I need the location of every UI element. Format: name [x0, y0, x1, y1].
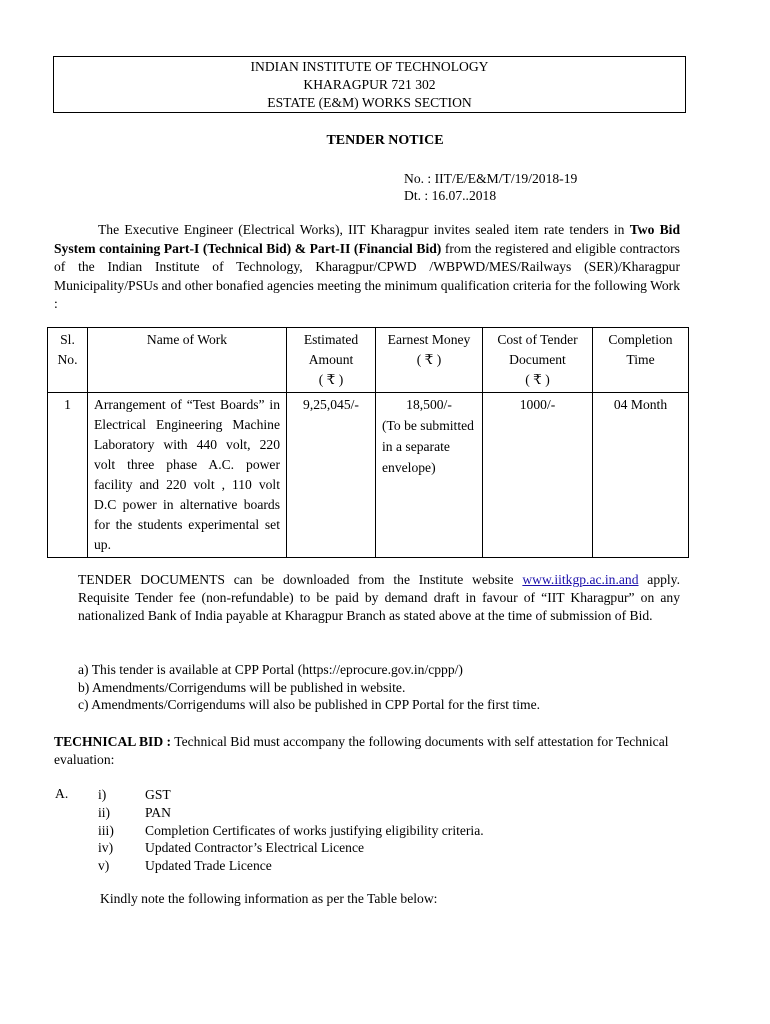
institute-address: KHARAGPUR 721 302 [303, 77, 436, 92]
list-item: v) Updated Trade Licence [98, 858, 272, 874]
note-item: a) This tender is available at CPP Portal (https://eprocure.gov.in/cppp/) [78, 662, 463, 677]
section-name: ESTATE (E&M) WORKS SECTION [267, 95, 472, 110]
website-link[interactable]: www.iitkgp.ac.in.and [522, 572, 639, 587]
earnest-note: (To be submitted in a separate envelope) [382, 418, 474, 475]
kindly-note: Kindly note the following information as per the Table below: [100, 891, 438, 906]
reference-date: Dt. : 16.07..2018 [404, 188, 497, 203]
requirements-list [98, 786, 484, 875]
reference-number: No. : IIT/E/E&M/T/19/2018-19 [404, 171, 578, 186]
cell-sl: 1 [48, 393, 88, 558]
header-name: Name of Work [88, 328, 287, 393]
list-item: iii) Completion Certificates of works justifying eligibility criteria. [98, 822, 484, 838]
intro-paragraph [54, 221, 680, 314]
documents-text-1: TENDER DOCUMENTS can be downloaded from the Institute website [78, 572, 523, 587]
notes-list [78, 661, 540, 714]
note-item: c) Amendments/Corrigendums will also be published in CPP Portal for the first time. [78, 697, 541, 713]
documents-text-2: apply. Requisite Tender fee (non-refundable) to be paid by demand draft in favour of “IIT Kharagpur” on any nationalized Bank of India payable at Kharagpur Branch as stated above at the time of submission of Bid. [78, 572, 680, 623]
earnest-amount: 18,500/- [406, 397, 452, 412]
institute-header [53, 56, 686, 113]
header-cost: Cost of Tender Document ( ₹ ) [483, 328, 593, 393]
works-table [47, 327, 689, 558]
cell-work-name: Arrangement of “Test Boards” in Electrical Engineering Machine Laboratory with 440 volt, 220 volt three phase A.C. power facility and 220 volt , 110 volt D.C power in alternative boards for the students experimental set up. [88, 393, 287, 558]
reference-block [404, 170, 577, 204]
header-completion: Completion Time [593, 328, 689, 393]
requirements-letter: A. [55, 786, 69, 801]
header-estimated: Estimated Amount ( ₹ ) [287, 328, 376, 393]
page-title: TENDER NOTICE [326, 133, 444, 148]
technical-bid-label: TECHNICAL BID : [54, 734, 172, 749]
intro-text-2: from the registered and eligible contractors of the Indian Institute of Technology, Kharagpur/CPWD /WBPWD/MES/Railways (SER)/Kharagpur Municipality/PSUs and other bonafied agencies meeting the minimum qualification criteria for the following Work : [54, 240, 680, 311]
institute-name: INDIAN INSTITUTE OF TECHNOLOGY [250, 59, 489, 74]
note-item: b) Amendments/Corrigendums will be published in website. [78, 679, 406, 695]
table-header-row [48, 328, 689, 393]
cell-estimated: 9,25,045/- [287, 393, 376, 558]
intro-bold-text: Two Bid System containing Part-I (Technical Bid) & Part-II (Financial Bid) [54, 222, 681, 256]
list-item: ii) PAN [98, 804, 171, 820]
cell-earnest [376, 393, 483, 558]
tender-documents-paragraph [78, 571, 680, 625]
header-sl: Sl. No. [48, 328, 88, 393]
list-item: i) GST [98, 787, 171, 802]
header-earnest: Earnest Money ( ₹ ) [376, 328, 483, 393]
cell-cost: 1000/- [483, 393, 593, 558]
technical-bid-text: Technical Bid must accompany the following documents with self attestation for Technical evaluation: [54, 734, 669, 767]
intro-text-1: The Executive Engineer (Electrical Works), IIT Kharagpur invites sealed item rate tenders in [98, 222, 630, 237]
table-row [48, 393, 689, 558]
list-item: iv) Updated Contractor’s Electrical Licence [98, 840, 365, 856]
technical-bid-paragraph [54, 733, 680, 769]
cell-completion: 04 Month [593, 393, 689, 558]
